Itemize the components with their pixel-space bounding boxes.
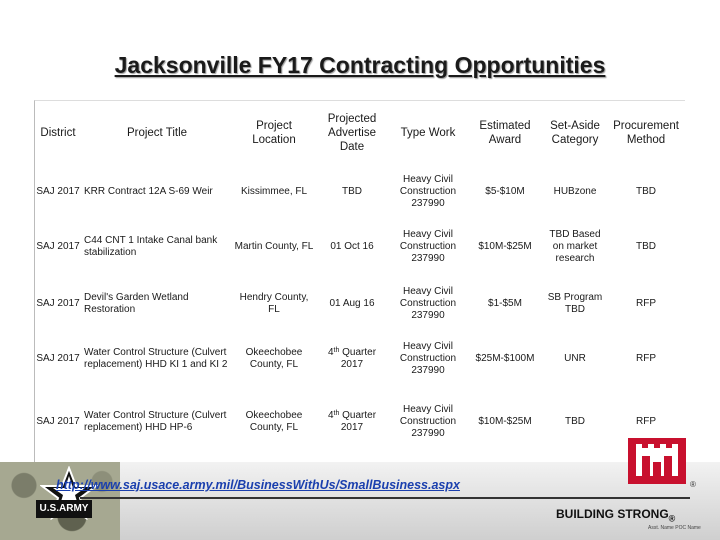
cell-type-work: Heavy Civil Construction 237990 — [399, 174, 457, 209]
cell-award: $25M-$100M — [475, 353, 535, 364]
cell-method: RFP — [636, 416, 656, 427]
header-project-title: Project Title — [126, 127, 188, 139]
table-header-row — [34, 100, 684, 166]
cell-location: Martin County, FL — [234, 241, 314, 252]
cell-type-work: Heavy Civil Construction 237990 — [399, 341, 457, 376]
cell-advertise-date: TBD — [342, 186, 362, 197]
footer-divider — [80, 497, 690, 499]
header-project-location: Project Location — [252, 120, 296, 146]
table-row — [34, 218, 684, 276]
advertise-date-text: Quarter 2017 — [339, 347, 377, 370]
cell-location: Hendry County, FL — [239, 292, 309, 315]
cell-type-work: Heavy Civil Construction 237990 — [399, 404, 457, 439]
cell-set-aside: UNR — [564, 353, 586, 364]
header-advertise-date: Projected Advertise Date — [327, 113, 377, 153]
cell-district: SAJ 2017 — [36, 298, 80, 309]
cell-district: SAJ 2017 — [36, 353, 80, 364]
usace-castle-logo-icon — [628, 438, 686, 484]
cell-method: RFP — [636, 353, 656, 364]
cell-advertise-date — [316, 386, 388, 458]
table-row — [34, 166, 684, 218]
table-row — [34, 386, 684, 458]
small-business-link[interactable]: http://www.saj.usace.army.mil/BusinessWithUs/SmallBusiness.aspx — [56, 478, 460, 492]
footer-bar — [0, 462, 720, 540]
cell-advertise-date — [316, 332, 388, 386]
cell-district: SAJ 2017 — [36, 416, 80, 427]
advertise-date-number: 4 — [327, 410, 334, 421]
cell-award: $5-$10M — [485, 186, 525, 197]
slogan-text: BUILDING STRONG — [556, 507, 669, 521]
cell-location: Kissimmee, FL — [240, 186, 308, 197]
advertise-date-text: Quarter 2017 — [339, 410, 377, 433]
cell-award: $1-$5M — [488, 298, 522, 309]
cell-project-title: Devil's Garden Wetland Restoration — [84, 292, 189, 315]
cell-project-title: C44 CNT 1 Intake Canal bank stabilization — [84, 235, 218, 258]
cell-type-work: Heavy Civil Construction 237990 — [399, 286, 457, 321]
advertise-date-ordinal: th — [333, 410, 340, 417]
cell-set-aside: SB Program TBD — [547, 292, 603, 315]
cell-set-aside: TBD — [565, 416, 585, 427]
cell-method: TBD — [636, 241, 656, 252]
cell-set-aside: TBD Based on market research — [549, 229, 601, 264]
header-district: District — [40, 127, 76, 139]
castle-trademark: ® — [690, 480, 696, 489]
cell-award: $10M-$25M — [478, 241, 532, 252]
slogan-trademark: ® — [668, 513, 676, 524]
cell-district: SAJ 2017 — [36, 186, 80, 197]
header-estimated-award: Estimated Award — [479, 120, 531, 146]
cell-method: RFP — [636, 298, 656, 309]
page-title: Jacksonville FY17 Contracting Opportunities — [114, 52, 606, 78]
cell-project-title: Water Control Structure (Culvert replacement) HHD KI 1 and KI 2 — [84, 347, 228, 370]
header-type-work: Type Work — [400, 127, 456, 139]
cell-district: SAJ 2017 — [36, 241, 80, 252]
cell-location: Okeechobee County, FL — [245, 347, 303, 370]
cell-project-title: KRR Contract 12A S-69 Weir — [84, 186, 213, 197]
cell-award: $10M-$25M — [478, 416, 532, 427]
header-procurement-method: Procurement Method — [613, 120, 679, 146]
advertise-date-ordinal: th — [333, 347, 340, 354]
building-strong-slogan — [556, 507, 675, 523]
cell-type-work: Heavy Civil Construction 237990 — [399, 229, 457, 264]
us-army-badge: U.S.ARMY — [36, 500, 92, 518]
advertise-date-number: 4 — [327, 347, 334, 358]
cell-project-title: Water Control Structure (Culvert replacement) HHD HP-6 — [84, 410, 227, 433]
opportunities-table — [34, 100, 684, 458]
cell-location: Okeechobee County, FL — [245, 410, 303, 433]
cell-method: TBD — [636, 186, 656, 197]
poc-note: Asst. Name POC Name — [648, 525, 701, 531]
cell-advertise-date: 01 Oct 16 — [330, 241, 374, 252]
cell-set-aside: HUBzone — [553, 186, 597, 197]
table-row — [34, 332, 684, 386]
table-row — [34, 276, 684, 332]
header-set-aside: Set-Aside Category — [550, 120, 600, 146]
cell-advertise-date: 01 Aug 16 — [329, 298, 375, 309]
